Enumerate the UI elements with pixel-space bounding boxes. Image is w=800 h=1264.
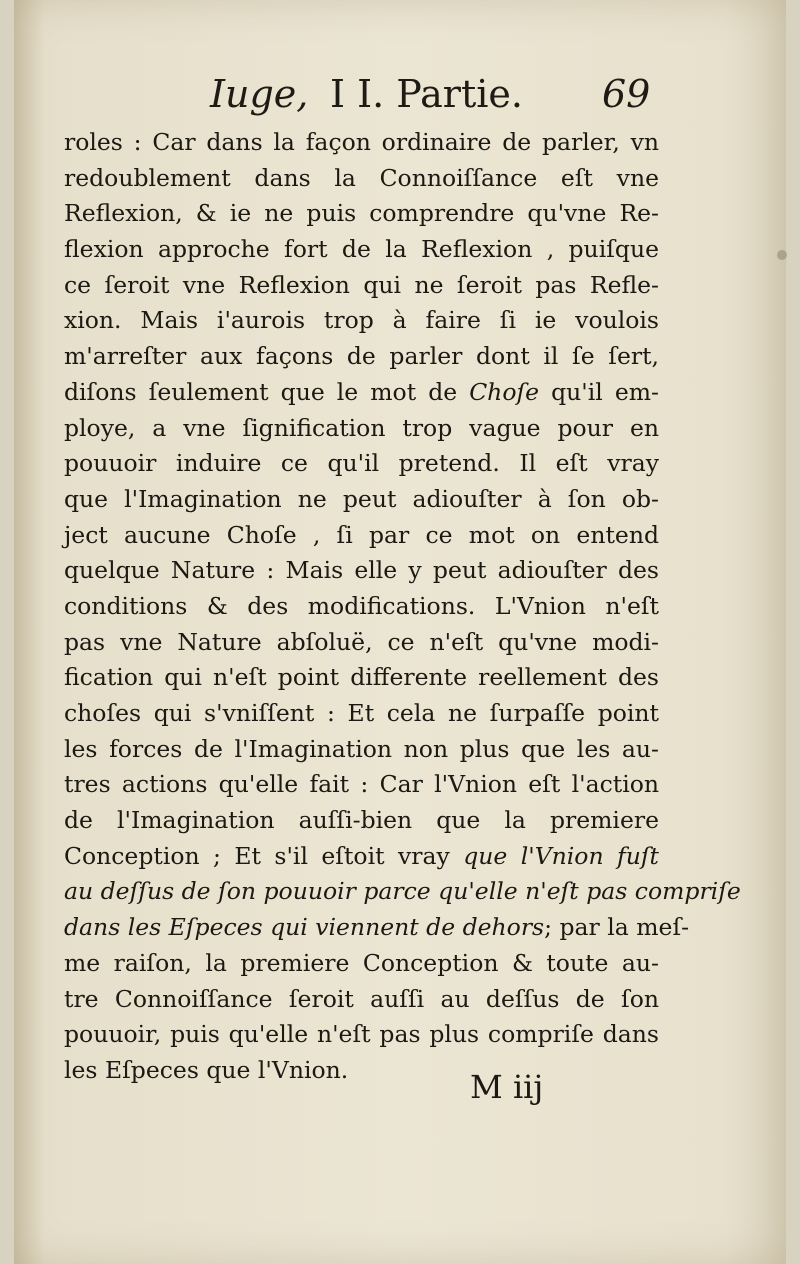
text-line: ploye, a vne ſignification trop vague pour en — [64, 413, 659, 442]
text-line: pas vne Nature abſoluë, ce n'eſt qu'vne modi- — [64, 627, 659, 656]
body-text — [64, 125, 741, 1089]
text-line: de l'Imagination auſſi-bien que la premiere — [64, 806, 659, 835]
text-line: les forces de l'Imagination non plus que les au- — [64, 734, 659, 763]
text-line: redoublement dans la Connoiſſance eſt vne — [64, 163, 659, 192]
text-line: me raiſon, la premiere Conception & toute au- — [64, 948, 659, 977]
ink-spot — [777, 250, 787, 260]
text-line: dans les Eſpeces qui viennent de dehors; par la meſ- — [64, 913, 690, 942]
running-head — [190, 72, 660, 118]
book-page — [14, 0, 786, 1264]
text-line: quelque Nature : Mais elle y peut adiouſter des — [64, 556, 659, 585]
page-number: 69 — [602, 72, 651, 116]
text-line: choſes qui s'vniſſent : Et cela ne ſurpaſſe point — [64, 699, 659, 727]
text-line: pouuoir, puis qu'elle n'eſt pas plus compriſe dans — [64, 1020, 659, 1049]
text-line: ject aucune Choſe , ſi par ce mot on entend — [64, 520, 659, 549]
running-head-part: I I. Partie. — [330, 72, 523, 116]
text-line: roles : Car dans la façon ordinaire de parler, vn — [64, 128, 659, 156]
signature-mark: M iij — [470, 1068, 544, 1106]
text-line: Conception ; Et s'il eſtoit vray que l'Vnion fuſt — [64, 841, 659, 870]
text-line: tre Connoiſſance ſeroit auſſi au deſſus de ſon — [64, 984, 659, 1013]
text-line: m'arreſter aux façons de parler dont il ſe ſert, — [64, 342, 659, 371]
text-line: flexion approche fort de la Reflexion , puiſque — [64, 235, 659, 264]
text-line: pouuoir induire ce qu'il pretend. Il eſt vray — [64, 449, 659, 478]
text-line: diſons ſeulement que le mot de Choſe qu'il em- — [64, 377, 659, 406]
text-line: ce ſeroit vne Reflexion qui ne ſeroit pas Refle- — [64, 270, 659, 299]
text-line: tres actions qu'elle fait : Car l'Vnion eſt l'action — [64, 770, 659, 799]
text-line: au deſſus de ſon pouuoir parce qu'elle n'eſt pas compriſe — [64, 877, 741, 906]
text-line: fication qui n'eſt point differente reellement des — [64, 663, 659, 692]
text-line: xion. Mais i'aurois trop à faire ſi ie voulois — [64, 306, 659, 335]
text-line: les Eſpeces que l'Vnion. — [64, 1055, 349, 1084]
running-head-title: Iuge, — [210, 72, 309, 116]
text-line: conditions & des modifications. L'Vnion n'eſt — [64, 591, 659, 620]
text-line: Reflexion, & ie ne puis comprendre qu'vne Re- — [64, 199, 659, 228]
text-line: que l'Imagination ne peut adiouſter à ſon ob- — [64, 484, 659, 513]
